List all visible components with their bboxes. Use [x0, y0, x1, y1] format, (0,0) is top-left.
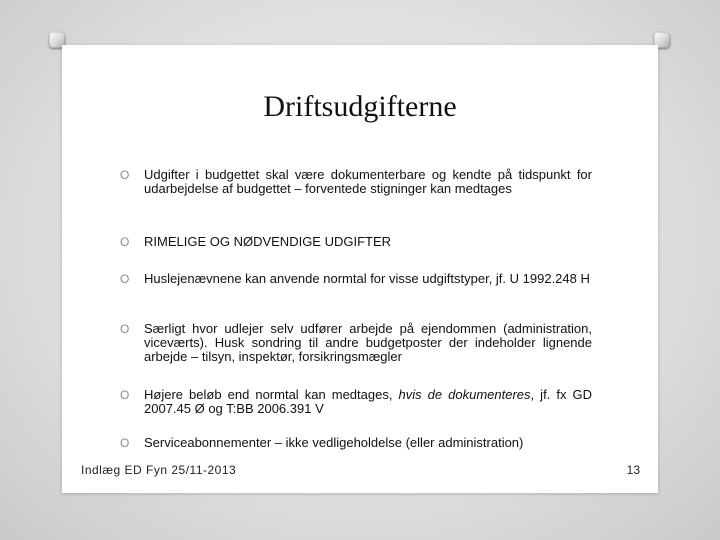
- bullet-text: [144, 388, 592, 416]
- bullet-marker-icon: O: [120, 436, 130, 450]
- bullet-item: [120, 272, 592, 286]
- bullet-text: Særligt hvor udlejer selv udfører arbejde på ejendommen (administration, viceværts). Husk sondring til andre budgetposter der indeholder lignende arbejde – tilsyn, inspektør, forsikringsmægler: [144, 321, 592, 364]
- bullet-marker-icon: O: [120, 322, 130, 336]
- bullet-marker-icon: O: [120, 168, 130, 182]
- bullet-text: Huslejenævnene kan anvende normtal for visse udgiftstyper, jf. U 1992.248 H: [144, 271, 590, 286]
- bullet-text: RIMELIGE OG NØDVENDIGE UDGIFTER: [144, 234, 392, 249]
- bullet-text-part: Højere beløb end normtal kan medtages,: [144, 387, 399, 402]
- bullet-text-part: , jf. fx GD 2007.45 Ø og T:BB 2006.391 V: [144, 387, 592, 416]
- bullet-item: [120, 388, 592, 416]
- footer-label: Indlæg ED Fyn 25/11-2013: [81, 463, 237, 477]
- bullet-item: [120, 322, 592, 364]
- bullet-item: [120, 235, 592, 249]
- bullet-item: [120, 436, 592, 450]
- bullet-marker-icon: O: [120, 235, 130, 249]
- bullet-marker-icon: O: [120, 388, 130, 402]
- bullet-item: [120, 168, 592, 196]
- bullet-text-italic: hvis de dokumenteres: [398, 387, 531, 402]
- bullet-text: Serviceabonnementer – ikke vedligeholdelse (eller administration): [144, 435, 524, 450]
- slide-number: 13: [626, 463, 640, 477]
- bullet-marker-icon: O: [120, 272, 130, 286]
- bullet-text: Udgifter i budgettet skal være dokumenterbare og kendte på tidspunkt for udarbejdelse af budgettet – forventede stigninger kan medtages: [144, 167, 592, 196]
- slide-title: Driftsudgifterne: [263, 90, 457, 123]
